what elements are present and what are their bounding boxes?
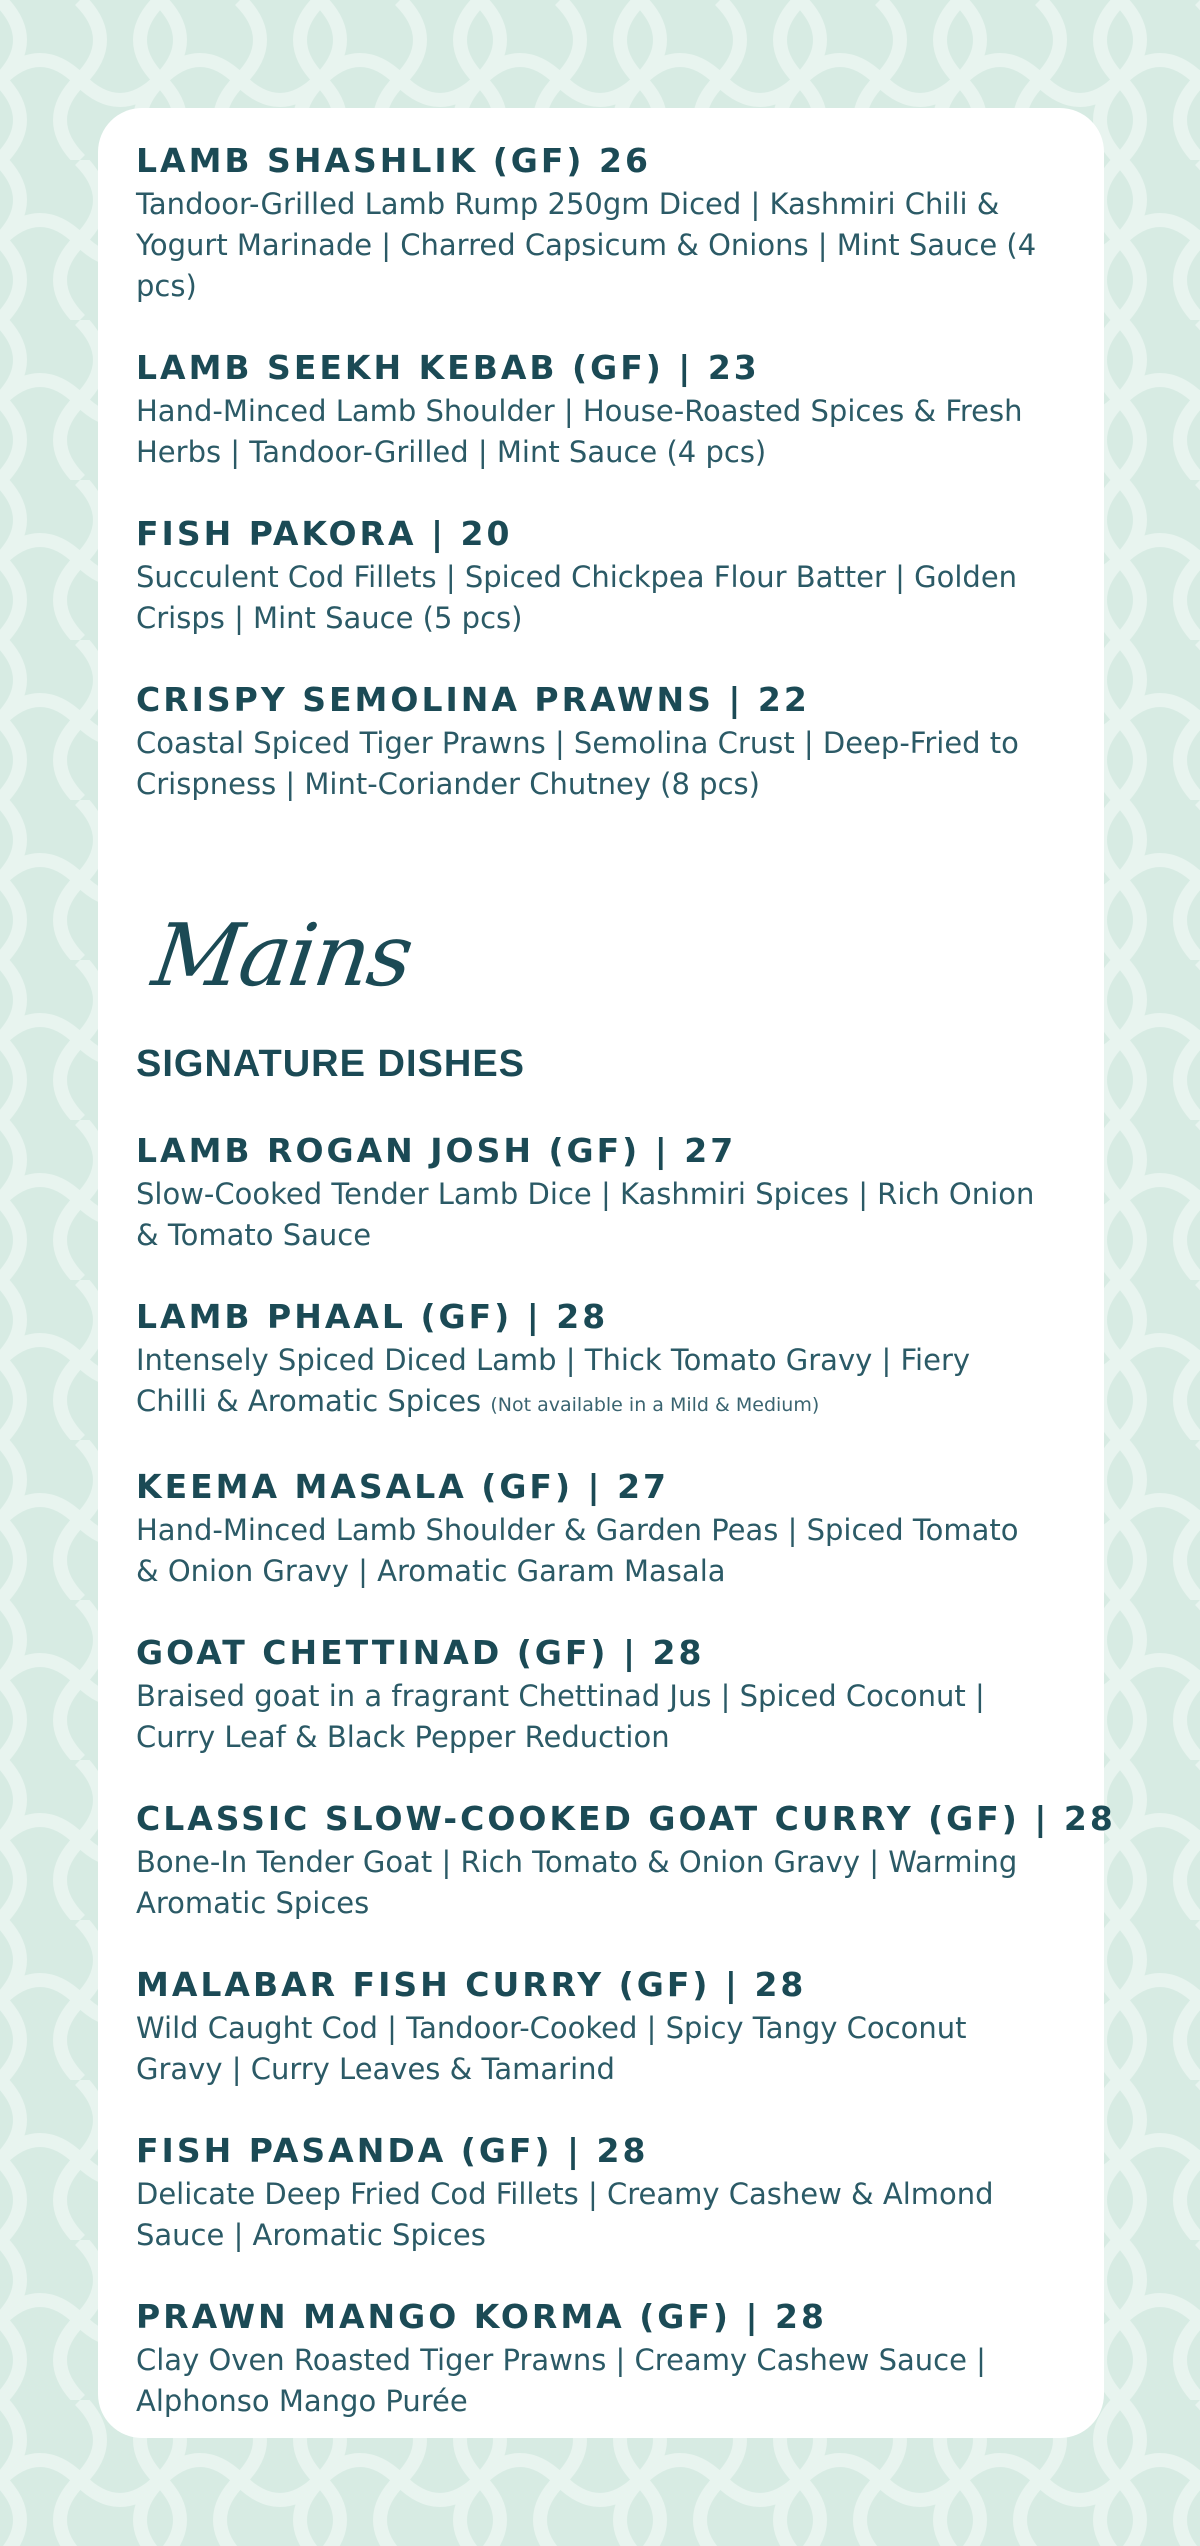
menu-item-title: LAMB SEEKH KEBAB (GF) | 23 xyxy=(136,348,760,387)
menu-item xyxy=(136,1294,1044,1426)
section-script-title xyxy=(136,901,1044,1021)
menu-item-description: Clay Oven Roasted Tiger Prawns | Creamy Cashew Sauce | Alphonso Mango Purée xyxy=(136,2343,986,2418)
menu-item-description: Slow-Cooked Tender Lamb Dice | Kashmiri Spices | Rich Onion & Tomato Sauce xyxy=(136,1177,1035,1252)
menu-item xyxy=(136,2294,1044,2422)
menu-item xyxy=(136,1630,1044,1758)
menu-item-description-text: Intensely Spiced Diced Lamb | Thick Tomato Gravy | Fiery Chilli & Aromatic Spices xyxy=(136,1343,971,1418)
menu-item-title: CLASSIC SLOW-COOKED GOAT CURRY (GF) | 28 xyxy=(136,1799,1116,1838)
menu-item xyxy=(136,2128,1044,2256)
menu-item-title: MALABAR FISH CURRY (GF) | 28 xyxy=(136,1965,807,2004)
menu-item xyxy=(136,138,1044,307)
menu-item-description: Coastal Spiced Tiger Prawns | Semolina Crust | Deep-Fried to Crispness | Mint-Coriander Chutney (8 pcs) xyxy=(136,726,1019,801)
menu-item xyxy=(136,1796,1116,1924)
menu-item-note: (Not available in a Mild & Medium) xyxy=(490,1394,820,1416)
menu-item-description: Hand-Minced Lamb Shoulder & Garden Peas | Spiced Tomato & Onion Gravy | Aromatic Garam Masala xyxy=(136,1513,1019,1588)
menu-item xyxy=(136,345,1044,473)
menu-item-title: KEEMA MASALA (GF) | 27 xyxy=(136,1467,670,1506)
menu-item xyxy=(136,1962,1044,2090)
menu-item-title: LAMB PHAAL (GF) | 28 xyxy=(136,1297,609,1336)
menu-item-title: LAMB ROGAN JOSH (GF) | 27 xyxy=(136,1131,737,1170)
menu-item-title: PRAWN MANGO KORMA (GF) | 28 xyxy=(136,2297,827,2336)
menu-item-description: Bone-In Tender Goat | Rich Tomato & Onion Gravy | Warming Aromatic Spices xyxy=(136,1845,1018,1920)
menu-item-description: Hand-Minced Lamb Shoulder | House-Roasted Spices & Fresh Herbs | Tandoor-Grilled | Mint Sauce (4 pcs) xyxy=(136,394,1023,469)
menu-item xyxy=(136,677,1044,805)
menu-item-title: LAMB SHASHLIK (GF) 26 xyxy=(136,141,651,180)
menu-item-description: Delicate Deep Fried Cod Fillets | Creamy Cashew & Almond Sauce | Aromatic Spices xyxy=(136,2177,994,2252)
menu-item-title: FISH PAKORA | 20 xyxy=(136,514,513,553)
menu-item-description xyxy=(136,1340,1044,1426)
section-heading: SIGNATURE DISHES xyxy=(136,1043,526,1085)
menu-item xyxy=(136,1128,1044,1256)
menu-item xyxy=(136,1464,1044,1592)
menu-item-title: CRISPY SEMOLINA PRAWNS | 22 xyxy=(136,680,810,719)
menu-item-description: Braised goat in a fragrant Chettinad Jus | Spiced Coconut | Curry Leaf & Black Pepper Reduction xyxy=(136,1679,985,1754)
menu-item-title: FISH PASANDA (GF) | 28 xyxy=(136,2131,649,2170)
menu-item-description: Succulent Cod Fillets | Spiced Chickpea Flour Batter | Golden Crisps | Mint Sauce (5 pcs) xyxy=(136,560,1018,635)
menu-item-title: GOAT CHETTINAD (GF) | 28 xyxy=(136,1633,705,1672)
menu-card xyxy=(98,108,1116,2438)
menu-item-description: Wild Caught Cod | Tandoor-Cooked | Spicy Tangy Coconut Gravy | Curry Leaves & Tamarind xyxy=(136,2011,967,2086)
menu-item xyxy=(136,511,1044,639)
menu-item-description: Tandoor-Grilled Lamb Rump 250gm Diced | Kashmiri Chili & Yogurt Marinade | Charred Capsicum & Onions | Mint Sauce (4 pcs) xyxy=(136,187,1037,303)
mains-script-title: Mains xyxy=(146,906,418,1006)
